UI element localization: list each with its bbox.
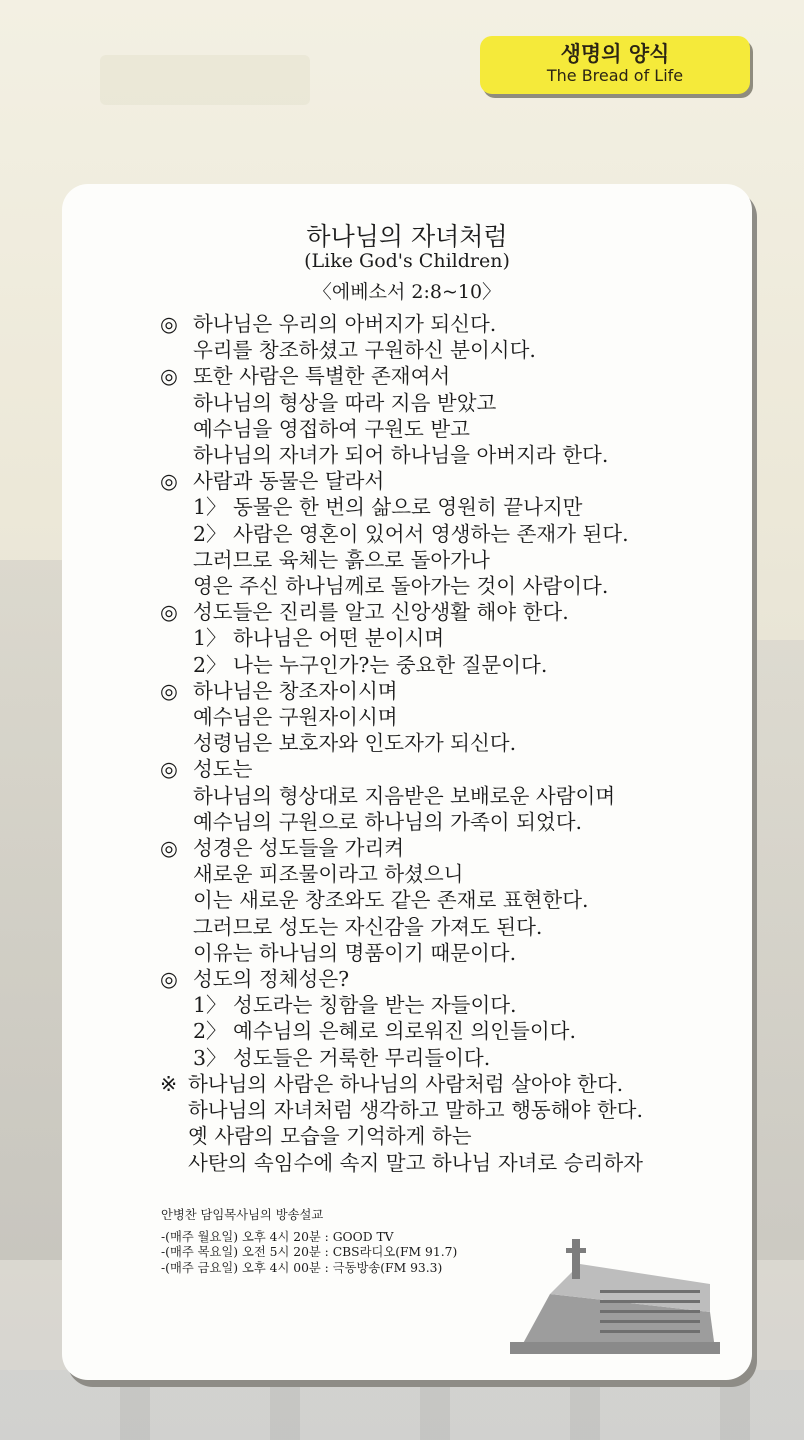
continuation-line xyxy=(160,783,750,809)
continuation-line xyxy=(160,914,750,940)
bullet-line xyxy=(160,966,750,992)
line-text: 성도의 정체성은? xyxy=(193,967,350,992)
continuation-line xyxy=(160,809,750,835)
background-sign xyxy=(100,55,310,105)
line-text: 예수님의 구원으로 하나님의 가족이 되었다. xyxy=(193,809,583,834)
continuation-line xyxy=(160,1045,750,1071)
line-text: 성도는 xyxy=(193,757,253,782)
continuation-line xyxy=(160,887,750,913)
line-text: 하나님은 창조자이시며 xyxy=(193,678,398,703)
line-text: 그러므로 육체는 흙으로 돌아가나 xyxy=(193,547,490,572)
broadcast-item: -(매주 월요일) 오후 4시 20분 : GOOD TV xyxy=(161,1229,394,1244)
bread-of-life-badge xyxy=(480,36,750,94)
line-text: 1〉 동물은 한 번의 삶으로 영원히 끝나지만 xyxy=(193,495,583,520)
bullet-line xyxy=(160,835,750,861)
line-text: 2〉 사람은 영혼이 있어서 영생하는 존재가 된다. xyxy=(193,521,629,546)
continuation-line xyxy=(160,416,750,442)
broadcast-heading: 안병찬 담임목사님의 방송설교 xyxy=(161,1208,324,1222)
double-circle-bullet-icon: ◎ xyxy=(160,600,178,625)
note-line xyxy=(160,1071,750,1097)
background-building-right xyxy=(744,640,804,1260)
scripture-reference: 〈에베소서 2:8~10〉 xyxy=(312,281,502,303)
continuation-line xyxy=(160,861,750,887)
broadcast-item: -(매주 금요일) 오후 4시 00분 : 극동방송(FM 93.3) xyxy=(161,1260,443,1275)
line-text: 사탄의 속임수에 속지 말고 하나님 자녀로 승리하자 xyxy=(188,1150,643,1175)
broadcast-info xyxy=(161,1208,457,1276)
background-parking-lot xyxy=(0,1370,804,1440)
continuation-line xyxy=(160,1018,750,1044)
note-continuation-line xyxy=(160,1123,750,1149)
double-circle-bullet-icon: ◎ xyxy=(160,312,178,336)
note-continuation-line xyxy=(160,1097,750,1123)
line-text: 영은 주신 하나님께로 돌아가는 것이 사람이다. xyxy=(193,574,609,599)
continuation-line xyxy=(160,652,750,678)
line-text: 하나님의 형상을 따라 지음 받았고 xyxy=(193,390,497,415)
line-text: 하나님의 자녀처럼 생각하고 말하고 행동해야 한다. xyxy=(188,1098,643,1123)
line-text: 그러므로 성도는 자신감을 가져도 된다. xyxy=(193,914,543,939)
note-continuation-line xyxy=(160,1150,750,1176)
double-circle-bullet-icon: ◎ xyxy=(160,757,178,782)
line-text: 이유는 하나님의 명품이기 때문이다. xyxy=(193,940,517,965)
double-circle-bullet-icon: ◎ xyxy=(160,678,178,703)
line-text: 하나님의 형상대로 지음받은 보배로운 사람이며 xyxy=(193,783,616,808)
line-text: 또한 사람은 특별한 존재여서 xyxy=(193,364,451,389)
church-building-photo xyxy=(510,1224,720,1354)
line-text: 사람과 동물은 달라서 xyxy=(193,469,385,494)
line-text: 하나님의 자녀가 되어 하나님을 아버지라 한다. xyxy=(193,443,609,468)
broadcast-item: -(매주 목요일) 오전 5시 20분 : CBS라디오(FM 91.7) xyxy=(161,1245,458,1259)
continuation-line xyxy=(160,940,750,966)
bullet-line xyxy=(160,363,750,389)
double-circle-bullet-icon: ◎ xyxy=(160,836,178,861)
line-text: 새로운 피조물이라고 하셨으니 xyxy=(193,862,464,887)
line-text: 우리를 창조하셨고 구원하신 분이시다. xyxy=(193,338,536,363)
badge-title: 생명의 양식 xyxy=(560,42,670,66)
continuation-line xyxy=(160,390,750,416)
continuation-line xyxy=(160,494,750,520)
line-text: 1〉 하나님은 어떤 분이시며 xyxy=(193,626,445,651)
sermon-subtitle: (Like God's Children) xyxy=(304,250,510,272)
sermon-title: 하나님의 자녀처럼 xyxy=(306,222,508,251)
sermon-card xyxy=(62,184,752,1380)
double-circle-bullet-icon: ◎ xyxy=(160,967,178,992)
line-text: 2〉 나는 누구인가?는 중요한 질문이다. xyxy=(193,652,548,677)
badge-subtitle: The Bread of Life xyxy=(546,66,684,85)
reference-mark-icon: ※ xyxy=(160,1071,178,1096)
continuation-line xyxy=(160,704,750,730)
double-circle-bullet-icon: ◎ xyxy=(160,364,178,389)
continuation-line xyxy=(160,442,750,468)
line-text: 이는 새로운 창조와도 같은 존재로 표현한다. xyxy=(193,888,589,913)
background-building-left xyxy=(0,560,70,1260)
continuation-line xyxy=(160,625,750,651)
continuation-line xyxy=(160,547,750,573)
line-text: 옛 사람의 모습을 기억하게 하는 xyxy=(188,1124,472,1149)
line-text: 예수님은 구원자이시며 xyxy=(193,705,398,730)
double-circle-bullet-icon: ◎ xyxy=(160,469,178,494)
continuation-line xyxy=(160,521,750,547)
line-text: 1〉 성도라는 칭함을 받는 자들이다. xyxy=(193,993,517,1018)
continuation-line xyxy=(160,573,750,599)
line-text: 성경은 성도들을 가리켜 xyxy=(193,836,405,861)
line-text: 3〉 성도들은 거룩한 무리들이다. xyxy=(193,1045,491,1070)
line-text: 예수님을 영접하여 구원도 받고 xyxy=(193,416,470,441)
bullet-line xyxy=(160,678,750,704)
bullet-line xyxy=(160,756,750,782)
continuation-line xyxy=(160,992,750,1018)
line-text: 하나님의 사람은 하나님의 사람처럼 살아야 한다. xyxy=(188,1071,624,1096)
bullet-line xyxy=(160,311,750,337)
bullet-line xyxy=(160,599,750,625)
continuation-line xyxy=(160,337,750,363)
line-text: 2〉 예수님의 은혜로 의로워진 의인들이다. xyxy=(193,1019,576,1044)
line-text: 성령님은 보호자와 인도자가 되신다. xyxy=(193,731,517,756)
line-text: 성도들은 진리를 알고 신앙생활 해야 한다. xyxy=(193,600,569,625)
sermon-body xyxy=(160,311,750,1176)
line-text: 하나님은 우리의 아버지가 되신다. xyxy=(193,312,497,336)
bullet-line xyxy=(160,468,750,494)
continuation-line xyxy=(160,730,750,756)
